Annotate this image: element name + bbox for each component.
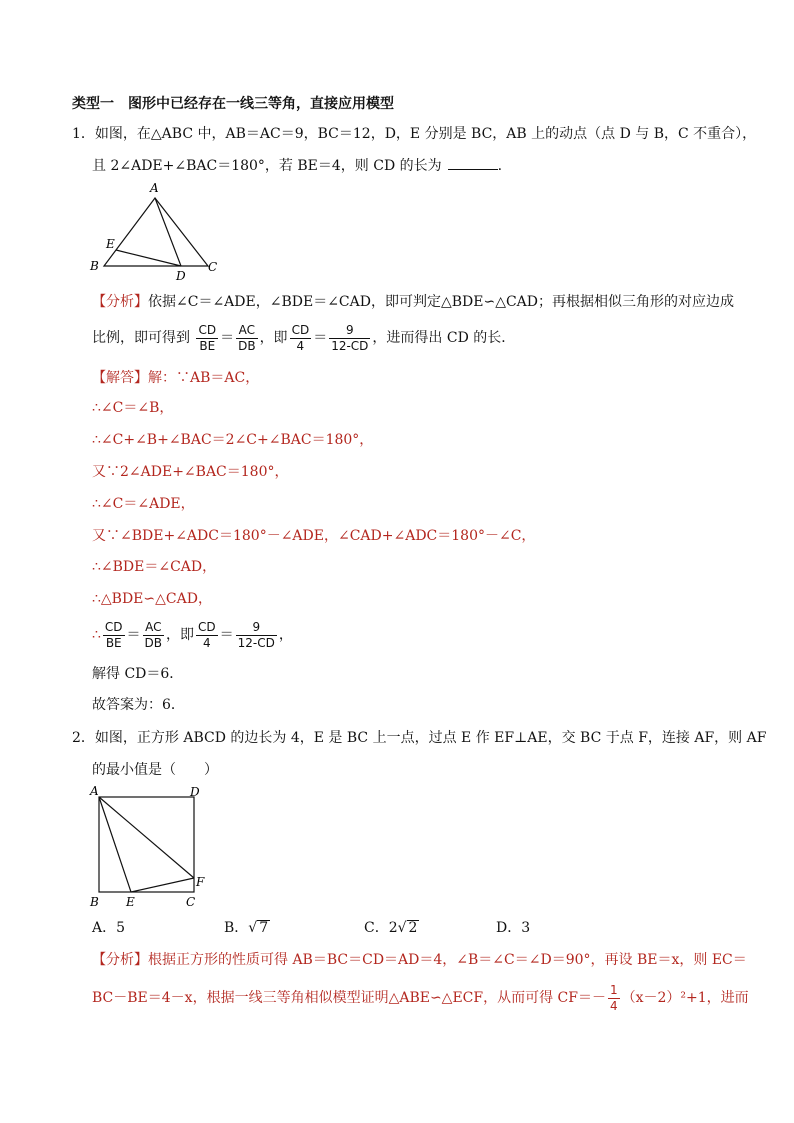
solution-step: 又∵2∠ADE+∠BAC＝180°， [92, 464, 289, 480]
equals-sign: ＝ [220, 330, 235, 346]
sqrt-icon: √ [248, 920, 258, 936]
equals-sign: ＝ [219, 627, 234, 643]
analysis-text: 依据∠C＝∠ADE，∠BDE＝∠CAD，即可判定△BDE∽△CAD；再根据相似三角形的对应边成 [148, 294, 735, 310]
therefore-sign: ∴ [92, 627, 101, 643]
q1-line1: 1．如图，在△ABC 中，AB＝AC＝9，BC＝12，D，E 分别是 BC，AB 上的动点（点 D 与 B，C 不重合）， [72, 126, 757, 142]
label-e: E [126, 895, 135, 909]
q2-line2: 的最小值是（ ） [92, 762, 218, 778]
label-c: C [208, 260, 218, 274]
sqrt-icon: √ [397, 920, 407, 936]
analysis-text: ，即 [259, 330, 288, 346]
analysis-text: （x－2）²+1，进而 [621, 990, 749, 1006]
fraction-cd-be: $\frac{CD}{BE}$ [104, 619, 123, 650]
q1-line2-text: 且 2∠ADE+∠BAC＝180°，若 BE＝4，则 CD 的长为 [92, 158, 442, 174]
step-text: ，即 [166, 627, 195, 643]
q2-line1: 2．如图，正方形 ABCD 的边长为 4，E 是 BC 上一点，过点 E 作 EF⊥AE，交 BC 于点 F，连接 AF，则 AF [72, 730, 767, 746]
fraction-cd-4: $\frac{CD}{4}$ [198, 619, 216, 650]
label-a: A [150, 181, 159, 195]
label-a: A [90, 784, 99, 798]
solution-step-fractions [92, 619, 293, 651]
label-b: B [90, 259, 99, 273]
triangle-abc [104, 198, 208, 266]
solution-step: ∴∠BDE＝∠CAD， [92, 559, 217, 575]
q1-line2-end: . [497, 158, 503, 174]
q2-analysis-1 [92, 950, 747, 970]
square-abcd [99, 797, 194, 892]
fraction-ac-db: $\frac{AC}{DB}$ [144, 619, 163, 650]
q2-square-figure [86, 782, 216, 910]
fraction-cd-be: $\frac{CD}{BE}$ [198, 322, 217, 353]
solution-result: 解得 CD＝6． [92, 666, 184, 682]
fraction-9-12cd: $\frac{9}{12-CD}$ [237, 619, 275, 650]
q1-line2 [92, 155, 502, 176]
fraction-9-12cd: $\frac{9}{12-CD}$ [331, 322, 369, 353]
label-b: B [90, 895, 99, 909]
q2-analysis-2 [92, 980, 749, 1016]
label-d: D [190, 785, 200, 799]
q1-analysis-2 [92, 322, 515, 354]
step-text: ， [278, 627, 293, 643]
q1-triangle-figure [86, 178, 226, 286]
q1-analysis-1 [92, 292, 734, 312]
equals-sign: ＝ [313, 330, 328, 346]
analysis-tag: 【分析】 [92, 294, 148, 310]
solution-step: ∴∠C＝∠B， [92, 400, 174, 416]
segment-ad [155, 198, 181, 266]
option-a[interactable]: A．5 [92, 920, 126, 936]
answer-text: 解：∵AB＝AC， [148, 370, 260, 386]
fraction-1-4: $\frac{1}{4}$ [609, 982, 618, 1013]
label-d: D [176, 269, 186, 283]
equals-sign: ＝ [126, 627, 141, 643]
final-answer: 故答案为：6． [92, 697, 185, 713]
label-e: E [106, 237, 115, 251]
answer-tag: 【解答】 [92, 370, 148, 386]
solution-step: ∴△BDE∽△CAD， [92, 591, 212, 607]
radicand: 2 [408, 920, 418, 936]
analysis-text: ，进而得出 CD 的长． [372, 330, 516, 346]
analysis-text: 比例，即可得到 [92, 330, 190, 346]
q1-answer-1 [92, 368, 259, 388]
label-c: C [186, 895, 196, 909]
fraction-ac-db: $\frac{AC}{DB}$ [238, 322, 256, 353]
option-b-label: B． [224, 920, 249, 936]
option-c-label: C．2 [364, 920, 398, 936]
fraction-cd-4: $\frac{CD}{4}$ [291, 322, 310, 353]
option-d[interactable]: D．3 [496, 920, 531, 936]
solution-step: ∴∠C＝∠ADE， [92, 496, 195, 512]
label-f: F [196, 875, 205, 889]
analysis-text: 根据正方形的性质可得 AB＝BC＝CD＝AD＝4，∠B＝∠C＝∠D＝90°，再设 BE＝x，则 EC＝ [148, 952, 747, 968]
solution-step: 又∵∠BDE+∠ADC＝180°－∠ADE，∠CAD+∠ADC＝180°－∠C， [92, 528, 536, 544]
option-c[interactable] [364, 918, 419, 938]
analysis-text: BC－BE＝4－x，根据一线三等角相似模型证明△ABE∽△ECF，从而可得 CF＝－ [92, 990, 606, 1006]
segment-ed [116, 250, 181, 266]
analysis-tag: 【分析】 [92, 952, 148, 968]
answer-blank [448, 155, 498, 170]
radicand: 7 [259, 920, 269, 936]
segment-ef [131, 878, 194, 892]
section-heading: 类型一 图形中已经存在一线三等角，直接应用模型 [72, 96, 394, 112]
option-b[interactable] [224, 918, 270, 938]
solution-step: ∴∠C+∠B+∠BAC＝2∠C+∠BAC＝180°， [92, 432, 374, 448]
